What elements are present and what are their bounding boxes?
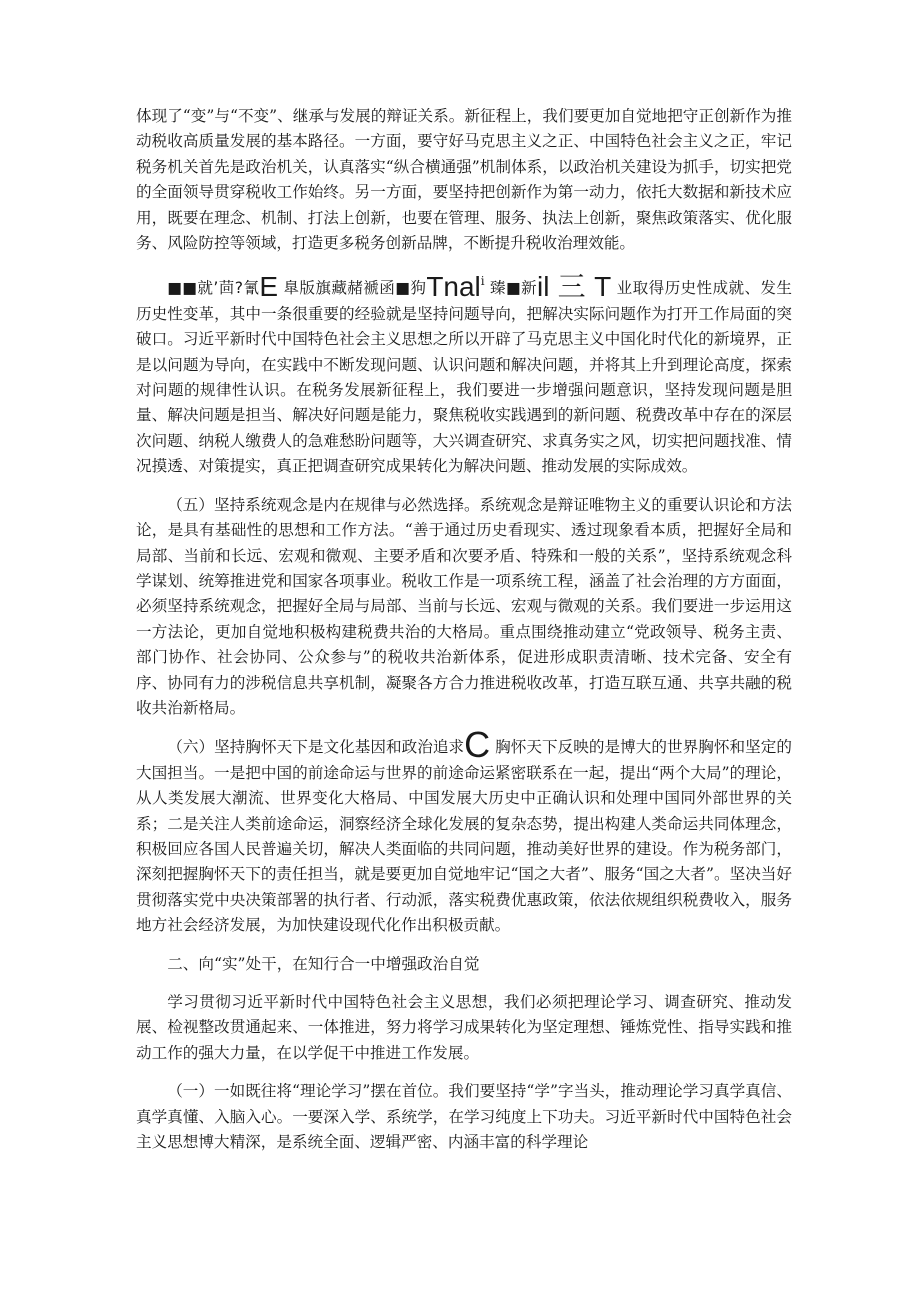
section-heading-2: 二、向“实”处干，在知行合一中增强政治自觉 [167, 954, 480, 973]
garbled-text: 臯版旗藏赭褫函■狗 [278, 279, 427, 298]
paragraph-text: 胸怀天下反映的是博大的世界胸怀和坚定的大国担当。一是把中国的前途命运与世界的前途命运紧密联系在一起，提出“两个大局”的理论，从人类发展大潮流、世界变化大格局、中国发展大历史中正确认识和处理中国同外部世界的关系；二是关注人类前途命运，洞察经济全球化发展的复杂态势，提出构建人类命运共同体理念，积极回应各国人民普遍关切，解决人类面临的共同问题，推动美好世界的建设。作为税务部门，深刻把握胸怀天下的责任担当，就是要更加自觉地牢记“国之大者”、服务“国之大者”。坚决当好贯彻落实党中央决策部署的执行者、行动派，落实税费优惠政策，依法依规组织税费收入，服务地方社会经济发展，为加快建设现代化作出积极贡献。 [136, 738, 792, 935]
paragraph-text: 业取得历史性成就、发生历史性变革，其中一条很重要的经验就是坚持问题导向，把解决实际问题作为打开工作局面的突破口。习近平新时代中国特色社会主义思想之所以开辟了马克思主义中国化时代化的新境界，正是以问题为导向，在实践中不断发现问题、认识问题和解决问题，并将其上升到理论高度，探索对问题的规律性认识。在税务发展新征程上，我们要进一步增强问题意识，坚持发现问题是胆量、解决问题是担当、解决好问题是能力，聚焦税收实践遇到的新问题、税费改革中存在的深层次问题、纳税人缴费人的急难愁盼问题等，大兴调查研究、求真务实之风，切实把问题找准、情况摸透、对策提实，真正把调查研究成果转化为解决问题、推动发展的实际成效。 [136, 279, 792, 476]
paragraph-problem-orientation [136, 269, 792, 479]
garbled-text: 臻■新 [484, 279, 538, 298]
garbled-large-il: il 三 T [537, 271, 612, 303]
paragraph-system-concept: （五）坚持系统观念是内在规律与必然选择。系统观念是辩证唯物主义的重要认识论和方法论，是具有基础性的思想和工作方法。“善于通过历史看现实、透过现象看本质，把握好全局和局部、当前和长远、宏观和微观、主要矛盾和次要矛盾、特殊和一般的关系”，坚持系统观念科学谋划、统筹推进党和国家各项事业。税收工作是一项系统工程，涵盖了社会治理的方方面面，必须坚持系统观念，把握好全局与局部、当前与长远、宏观与微观的关系。我们要进一步运用这一方法论，更加自觉地积极构建税费共治的大格局。重点围绕推动建立“党政领导、税务主责、部门协作、社会协同、公众参与”的税收共治新体系，促进形成职责清晰、技术完备、安全有序、协同有力的涉税信息共享机制，凝聚各方合力推进税收改革，打造互联互通、共享共融的税收共治新格局。 [136, 495, 792, 717]
document-page [136, 104, 792, 1155]
paragraph-study-intro: 学习贯彻习近平新时代中国特色社会主义思想，我们必须把理论学习、调查研究、推动发展、检视整改贯通起来、一体推进，努力将学习成果转化为坚定理想、锤炼党性、指导实践和推动工作的强大力量，在以学促干中推进工作发展。 [136, 993, 792, 1062]
garbled-small-i: i [480, 274, 485, 289]
garbled-text: ■■就’茴?氰 [167, 279, 260, 298]
paragraph-lead: （六）坚持胸怀天下是文化基因和政治追求 [167, 738, 465, 757]
garbled-large-e: E [259, 271, 279, 303]
paragraph-theory-study: （一）一如既往将“理论学习”摆在首位。我们要坚持“学”字当头，推动理论学习真学真信、真学真懂、入脑入心。一要深入学、系统学，在学习纯度上下功夫。习近平新时代中国特色社会主义思想博大精深，是系统全面、逻辑严密、内涵丰富的科学理论 [136, 1082, 792, 1152]
garbled-large-c: C [464, 724, 491, 766]
paragraph-innovation: 体现了“变”与“不变”、继承与发展的辩证关系。新征程上，我们要更加自觉地把守正创新作为推动税收高质量发展的基本路径。一方面，要守好马克思主义之正、中国特色社会主义之正，牢记税务机关首先是政治机关，认真落实“纵合横通强”机制体系，以政治机关建设为抓手，切实把党的全面领导贯穿税收工作始终。另一方面，要坚持把创新作为第一动力，依托大数据和新技术应用，既要在理念、机制、打法上创新，也要在管理、服务、执法上创新，聚焦政策落实、优化服务、风险防控等领域，打造更多税务创新品牌，不断提升税收治理效能。 [136, 107, 792, 253]
paragraph-global-vision [136, 724, 792, 938]
garbled-large-tnal: Tnal [426, 271, 481, 303]
